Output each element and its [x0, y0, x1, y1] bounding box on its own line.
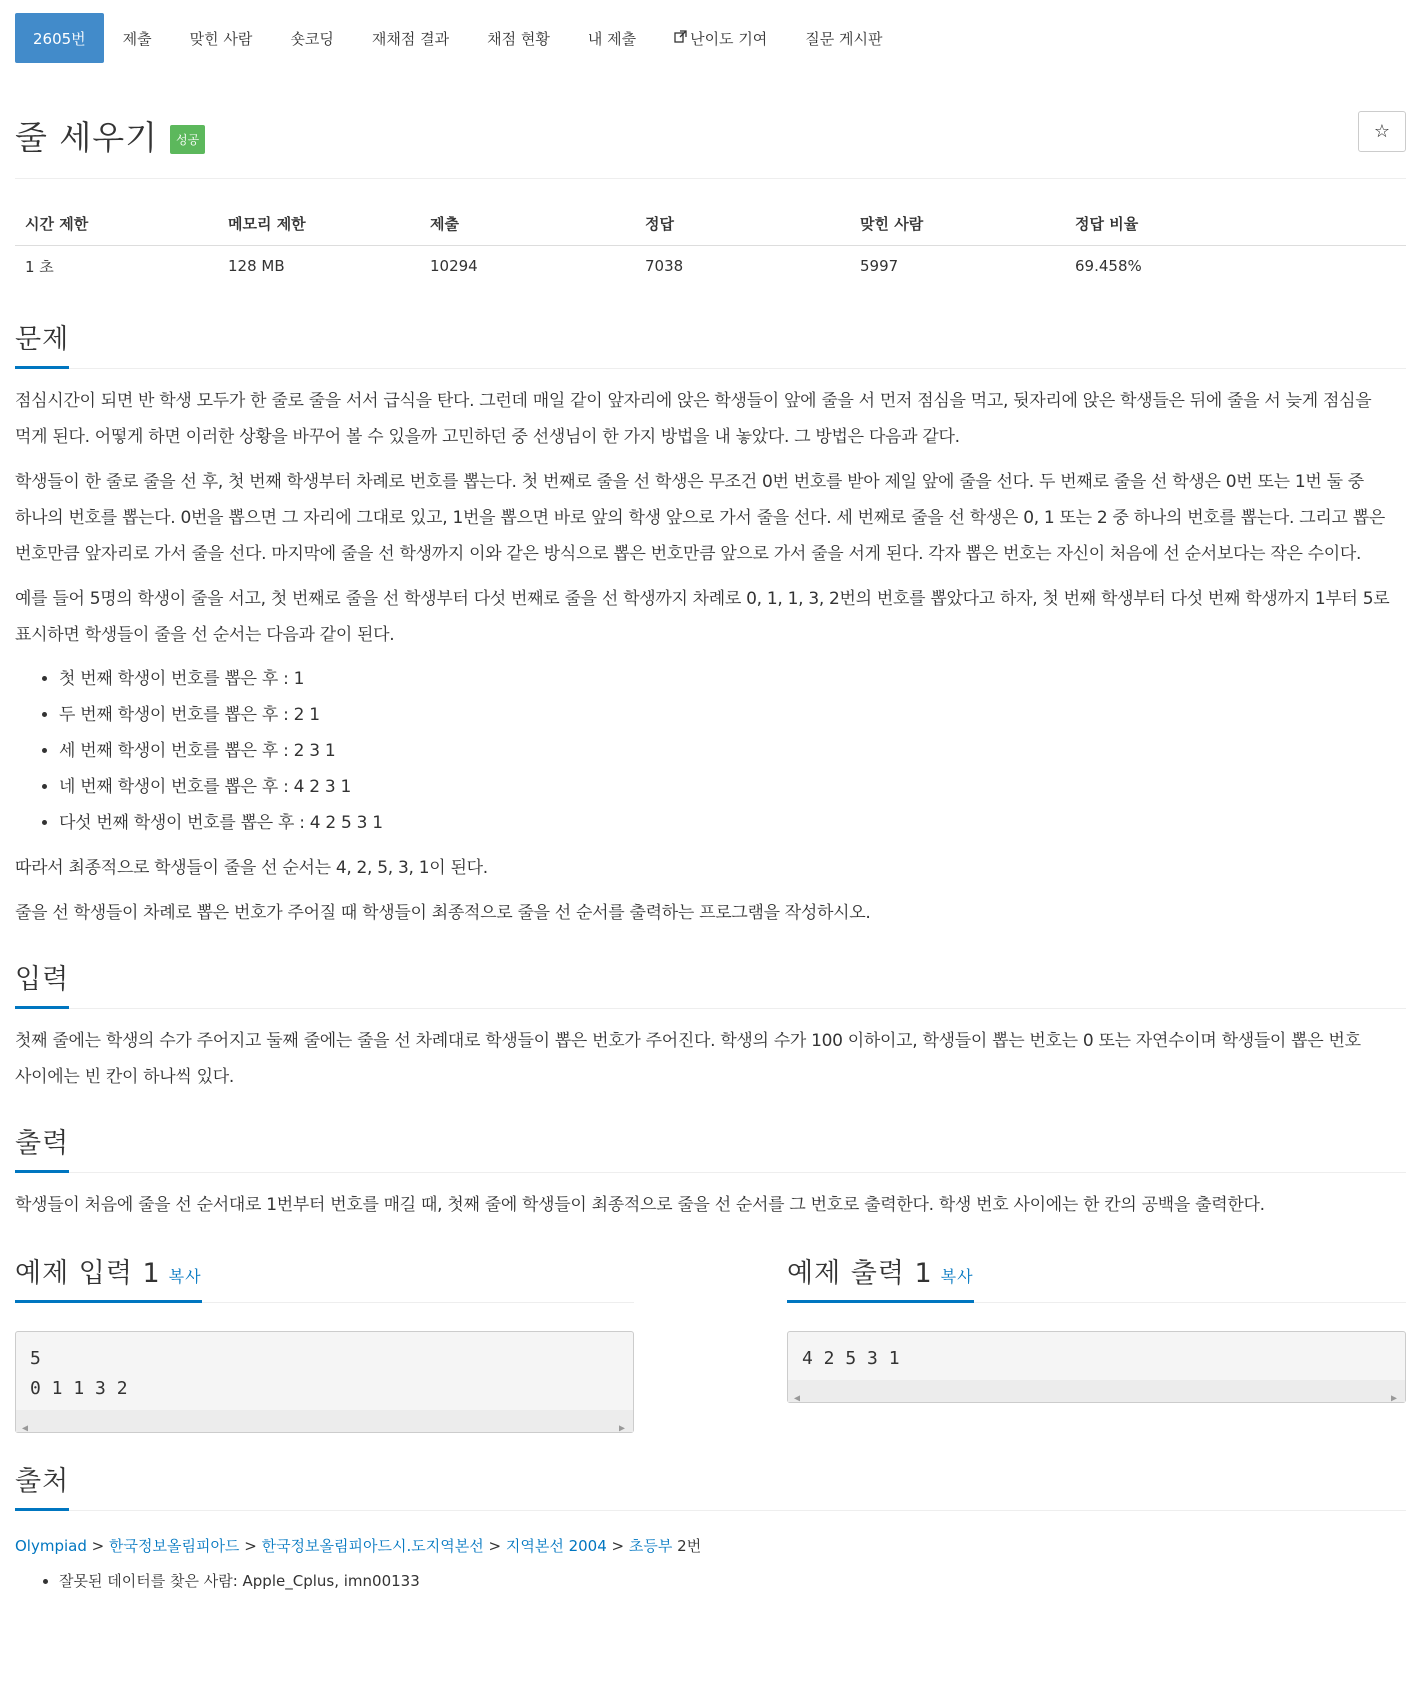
tab-difficulty-contribution[interactable]: 난이도 기여: [655, 13, 786, 63]
table-header-row: [15, 203, 1406, 245]
sample-output-headline: [787, 1251, 1406, 1303]
source-link-elementary[interactable]: 초등부: [628, 1537, 673, 1555]
output-heading: 출력: [15, 1121, 69, 1173]
tab-judge-status[interactable]: 채점 현황: [487, 29, 550, 48]
input-description: 첫째 줄에는 학생의 수가 주어지고 둘째 줄에는 줄을 선 차례대로 학생들이 뽑은 번호가 주어진다. 학생의 수가 100 이하이고, 학생들이 뽑는 번호는 0 또는 자연수이며 학생들이 뽑은 번호 사이에는 빈 칸이 하나씩 있다.: [15, 1031, 1361, 1087]
source-headline: [15, 1459, 1406, 1511]
source-suffix: 2번: [677, 1537, 702, 1555]
scroll-left-icon[interactable]: ◀: [22, 1423, 29, 1434]
favorite-button[interactable]: [1358, 111, 1406, 152]
input-heading: 입력: [15, 957, 69, 1009]
list-item: • 첫 번째 학생이 번호를 뽑은 후 : 1: [59, 661, 1406, 697]
tab-short-coding[interactable]: 숏코딩: [290, 29, 334, 48]
source-heading: 출처: [15, 1459, 69, 1511]
source-link-regional-2004[interactable]: 지역본선 2004: [505, 1537, 607, 1555]
sample-input-content: 5 0 1 1 3 2: [30, 1348, 128, 1399]
time-limit-value: 1 초: [25, 257, 54, 276]
description-paragraph: 예를 들어 5명의 학생이 줄을 서고, 첫 번째로 줄을 선 학생부터 다섯 번째로 줄을 선 학생까지 차례로 0, 1, 1, 3, 2번의 번호를 뽑았다고 하자, 첫 번째 학생부터 다섯 번째 학생까지 1부터 5로 표시하면 학생들이 줄을 선 순서는 다음과 같이 된다.: [15, 589, 1390, 645]
description-paragraph: 학생들이 한 줄로 줄을 선 후, 첫 번째 학생부터 차례로 번호를 뽑는다. 첫 번째로 줄을 선 학생은 무조건 0번 번호를 받아 제일 앞에 줄을 선다. 두 번째로 줄을 선 학생은 0번 또는 1번 둘 중 하나의 번호를 뽑는다. 0번을 뽑으면 그 자리에 그대로 있고, 1번을 뽑으면 바로 앞의 학생 앞으로 가서 줄을 선다. 세 번째로 줄을 선 학생은 0, 1 또는 2 중 하나의 번호를 뽑는다. 그리고 뽑은 번호만큼 앞자리로 가서 줄을 선다. 마지막에 줄을 선 학생까지 이와 같은 방식으로 뽑은 번호만큼 앞으로 가서 줄을 서게 된다. 각자 뽑은 번호는 자신이 처음에 선 순서보다는 작은 수이다.: [15, 472, 1385, 564]
list-item: • 잘못된 데이터를 찾은 사람: Apple_Cplus, imn00133: [59, 1570, 1406, 1591]
source-notes: [15, 1570, 1406, 1591]
description-headline: [15, 317, 1406, 369]
sample-output-content: 4 2 5 3 1: [802, 1348, 900, 1369]
header-solved-users: 맞힌 사람: [850, 203, 1065, 245]
description-paragraph: 점심시간이 되면 반 학생 모두가 한 줄로 줄을 서서 급식을 탄다. 그런데 매일 같이 앞자리에 앉은 학생들이 앞에 줄을 서 먼저 점심을 먹고, 뒷자리에 앉은 학생들은 뒤에 줄을 서 늦게 점심을 먹게 된다. 어떻게 하면 이러한 상황을 바꾸어 볼 수 있을까 고민하던 중 선생님이 한 가지 방법을 내 놓았다. 그 방법은 다음과 같다.: [15, 391, 1372, 447]
memory-limit-value: 128 MB: [228, 257, 285, 276]
output-description: 학생들이 처음에 줄을 선 순서대로 1번부터 번호를 매길 때, 첫째 줄에 학생들이 최종적으로 줄을 선 순서를 그 번호로 출력한다. 학생 번호 사이에는 한 칸의 공백을 출력한다.: [15, 1195, 1265, 1215]
copy-button[interactable]: 복사: [940, 1267, 974, 1286]
sample-output: [787, 1251, 1406, 1433]
example-list: [15, 661, 1406, 841]
header-accept-ratio: 정답 비율: [1065, 203, 1406, 245]
input-section: [15, 1023, 1406, 1095]
table-row: [15, 245, 1406, 287]
problem-info-table: [15, 203, 1406, 287]
source-link-koi-regional[interactable]: 한국정보올림피아드시.도지역본선: [261, 1537, 484, 1555]
horizontal-scrollbar[interactable]: [788, 1380, 1405, 1402]
sample-input-headline: [15, 1251, 634, 1303]
samples: [15, 1251, 1406, 1433]
output-section: [15, 1187, 1406, 1223]
sample-input-heading: 예제 입력 1: [15, 1258, 161, 1289]
breadcrumb: Olympiad > 한국정보올림피아드 > 한국정보올림피아드시.도지역본선 > 지역본선 2004 > 초등부 2번: [15, 1537, 702, 1555]
scroll-left-icon[interactable]: ◀: [794, 1393, 801, 1404]
problem-header: [15, 115, 1406, 156]
description-paragraph: 따라서 최종적으로 학생들이 줄을 선 순서는 4, 2, 5, 3, 1이 된다.: [15, 858, 488, 878]
list-item: • 네 번째 학생이 번호를 뽑은 후 : 4 2 3 1: [59, 769, 1406, 805]
submissions-value: 10294: [430, 257, 478, 276]
tab-my-submissions[interactable]: 내 제출: [587, 29, 637, 48]
tab-rejudge-results[interactable]: 재채점 결과: [371, 29, 450, 48]
header-accepted: 정답: [635, 203, 850, 245]
list-item: • 다섯 번째 학생이 번호를 뽑은 후 : 4 2 5 3 1: [59, 805, 1406, 841]
sample-output-box: [787, 1331, 1406, 1403]
sample-input: [15, 1251, 634, 1433]
output-headline: [15, 1121, 1406, 1173]
source-section: [15, 1535, 1406, 1591]
source-link-olympiad[interactable]: Olympiad: [15, 1537, 87, 1555]
description-heading: 문제: [15, 317, 69, 369]
accepted-value: 7038: [645, 257, 684, 276]
problem-nav: [15, 13, 1406, 63]
accept-ratio-value: 69.458%: [1075, 257, 1142, 276]
tab-solved-users[interactable]: 맞힌 사람: [189, 29, 253, 48]
list-item: • 세 번째 학생이 번호를 뽑은 후 : 2 3 1: [59, 733, 1406, 769]
sample-output-heading: 예제 출력 1: [787, 1258, 933, 1289]
solved-users-value: 5997: [860, 257, 899, 276]
page-title: 줄 세우기: [15, 118, 159, 157]
scroll-right-icon[interactable]: ▶: [1390, 1393, 1397, 1404]
sample-input-box: [15, 1331, 634, 1433]
tab-question-board[interactable]: 질문 게시판: [805, 29, 883, 48]
list-item: • 두 번째 학생이 번호를 뽑은 후 : 2 1: [59, 697, 1406, 733]
problem-description: [15, 383, 1406, 931]
source-link-koi[interactable]: 한국정보올림피아드: [109, 1537, 240, 1555]
horizontal-scrollbar[interactable]: [16, 1410, 633, 1432]
input-headline: [15, 957, 1406, 1009]
external-link-icon: [674, 30, 687, 47]
tab-submit[interactable]: 제출: [122, 29, 152, 48]
header-submissions: 제출: [420, 203, 635, 245]
scroll-right-icon[interactable]: ▶: [618, 1423, 625, 1434]
tab-problem[interactable]: 2605번: [15, 13, 104, 63]
copy-button[interactable]: 복사: [168, 1267, 202, 1286]
header-memory-limit: 메모리 제한: [218, 203, 420, 245]
description-paragraph: 줄을 선 학생들이 차례로 뽑은 번호가 주어질 때 학생들이 최종적으로 줄을 선 순서를 출력하는 프로그램을 작성하시오.: [15, 903, 871, 923]
header-time-limit: 시간 제한: [15, 203, 218, 245]
title-divider: [15, 178, 1406, 179]
status-badge: 성공: [170, 125, 205, 154]
star-icon: ☆: [1373, 121, 1391, 142]
